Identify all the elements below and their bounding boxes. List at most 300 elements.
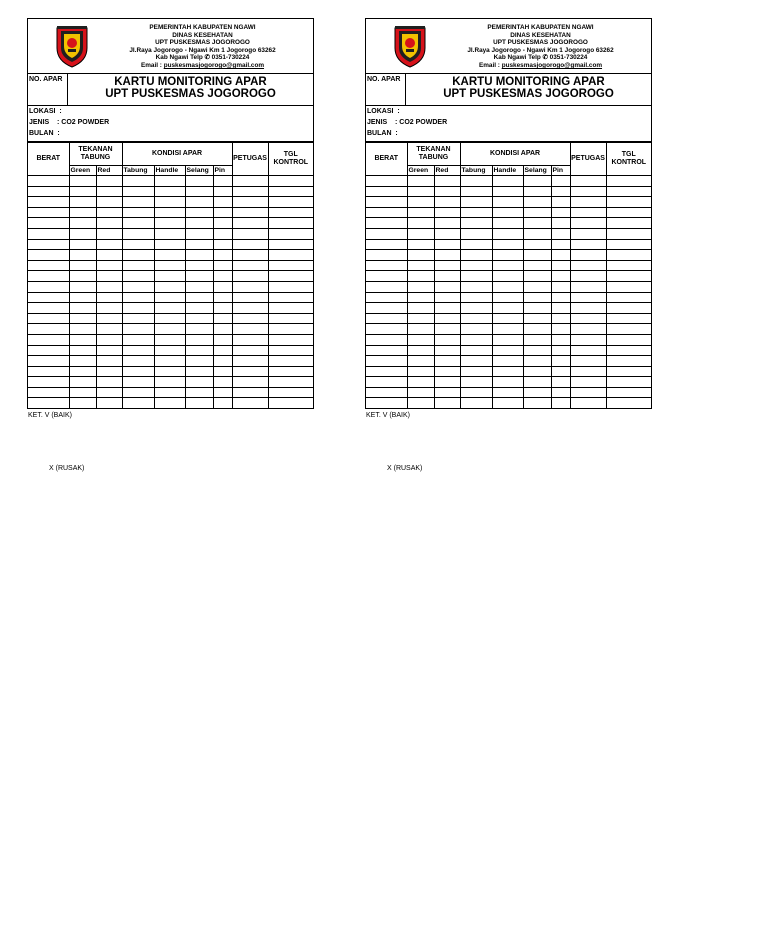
table-cell[interactable] xyxy=(28,271,69,282)
table-cell[interactable] xyxy=(523,387,551,398)
table-cell[interactable] xyxy=(232,292,268,303)
table-cell[interactable] xyxy=(434,239,460,250)
table-cell[interactable] xyxy=(492,303,523,314)
table-cell[interactable] xyxy=(154,186,185,197)
table-cell[interactable] xyxy=(366,197,407,208)
table-cell[interactable] xyxy=(551,398,570,408)
table-cell[interactable] xyxy=(213,250,232,261)
table-cell[interactable] xyxy=(122,186,154,197)
table-cell[interactable] xyxy=(551,387,570,398)
table-cell[interactable] xyxy=(154,281,185,292)
table-cell[interactable] xyxy=(606,176,651,187)
table-cell[interactable] xyxy=(213,186,232,197)
table-cell[interactable] xyxy=(434,197,460,208)
table-cell[interactable] xyxy=(523,271,551,282)
table-cell[interactable] xyxy=(523,366,551,377)
table-cell[interactable] xyxy=(154,218,185,229)
table-cell[interactable] xyxy=(492,324,523,335)
table-cell[interactable] xyxy=(606,281,651,292)
table-cell[interactable] xyxy=(606,271,651,282)
table-cell[interactable] xyxy=(460,176,492,187)
table-cell[interactable] xyxy=(460,271,492,282)
table-cell[interactable] xyxy=(460,250,492,261)
table-cell[interactable] xyxy=(268,398,313,408)
table-cell[interactable] xyxy=(523,250,551,261)
table-cell[interactable] xyxy=(492,356,523,367)
table-cell[interactable] xyxy=(268,377,313,388)
table-cell[interactable] xyxy=(96,186,122,197)
table-cell[interactable] xyxy=(366,207,407,218)
table-cell[interactable] xyxy=(69,313,96,324)
table-cell[interactable] xyxy=(606,387,651,398)
table-cell[interactable] xyxy=(523,239,551,250)
table-cell[interactable] xyxy=(185,228,213,239)
table-cell[interactable] xyxy=(551,313,570,324)
table-cell[interactable] xyxy=(523,186,551,197)
table-cell[interactable] xyxy=(570,281,606,292)
table-cell[interactable] xyxy=(407,398,434,408)
table-cell[interactable] xyxy=(28,228,69,239)
table-cell[interactable] xyxy=(366,218,407,229)
table-cell[interactable] xyxy=(185,398,213,408)
table-cell[interactable] xyxy=(407,281,434,292)
table-cell[interactable] xyxy=(460,281,492,292)
table-cell[interactable] xyxy=(606,186,651,197)
table-cell[interactable] xyxy=(523,207,551,218)
table-cell[interactable] xyxy=(122,398,154,408)
table-cell[interactable] xyxy=(69,345,96,356)
table-cell[interactable] xyxy=(606,250,651,261)
table-cell[interactable] xyxy=(492,260,523,271)
table-cell[interactable] xyxy=(69,176,96,187)
table-cell[interactable] xyxy=(492,271,523,282)
table-cell[interactable] xyxy=(28,377,69,388)
table-cell[interactable] xyxy=(28,303,69,314)
table-cell[interactable] xyxy=(434,228,460,239)
table-cell[interactable] xyxy=(460,345,492,356)
table-cell[interactable] xyxy=(268,260,313,271)
table-cell[interactable] xyxy=(460,292,492,303)
table-cell[interactable] xyxy=(268,250,313,261)
table-cell[interactable] xyxy=(460,387,492,398)
table-cell[interactable] xyxy=(434,366,460,377)
table-cell[interactable] xyxy=(154,260,185,271)
table-cell[interactable] xyxy=(460,197,492,208)
table-cell[interactable] xyxy=(523,324,551,335)
table-cell[interactable] xyxy=(523,334,551,345)
table-cell[interactable] xyxy=(366,250,407,261)
table-cell[interactable] xyxy=(185,303,213,314)
table-cell[interactable] xyxy=(96,313,122,324)
table-cell[interactable] xyxy=(606,197,651,208)
table-cell[interactable] xyxy=(232,271,268,282)
table-cell[interactable] xyxy=(122,239,154,250)
table-cell[interactable] xyxy=(213,260,232,271)
table-cell[interactable] xyxy=(69,387,96,398)
table-cell[interactable] xyxy=(492,186,523,197)
table-cell[interactable] xyxy=(232,356,268,367)
table-cell[interactable] xyxy=(268,186,313,197)
table-cell[interactable] xyxy=(69,356,96,367)
table-cell[interactable] xyxy=(407,250,434,261)
table-cell[interactable] xyxy=(96,218,122,229)
table-cell[interactable] xyxy=(154,207,185,218)
table-cell[interactable] xyxy=(232,366,268,377)
table-cell[interactable] xyxy=(96,176,122,187)
table-cell[interactable] xyxy=(523,218,551,229)
table-cell[interactable] xyxy=(570,228,606,239)
table-cell[interactable] xyxy=(606,313,651,324)
table-cell[interactable] xyxy=(185,197,213,208)
table-cell[interactable] xyxy=(185,260,213,271)
table-cell[interactable] xyxy=(407,228,434,239)
table-cell[interactable] xyxy=(28,345,69,356)
table-cell[interactable] xyxy=(460,356,492,367)
table-cell[interactable] xyxy=(570,345,606,356)
table-cell[interactable] xyxy=(268,197,313,208)
table-cell[interactable] xyxy=(434,271,460,282)
table-cell[interactable] xyxy=(122,207,154,218)
table-cell[interactable] xyxy=(185,356,213,367)
email-link[interactable]: puskesmasjogorogo@gmail.com xyxy=(501,61,603,69)
table-cell[interactable] xyxy=(460,239,492,250)
table-cell[interactable] xyxy=(492,207,523,218)
table-cell[interactable] xyxy=(232,260,268,271)
table-cell[interactable] xyxy=(232,239,268,250)
table-cell[interactable] xyxy=(570,292,606,303)
table-cell[interactable] xyxy=(154,292,185,303)
table-cell[interactable] xyxy=(606,239,651,250)
table-cell[interactable] xyxy=(154,250,185,261)
table-cell[interactable] xyxy=(268,228,313,239)
table-cell[interactable] xyxy=(232,250,268,261)
table-cell[interactable] xyxy=(122,345,154,356)
table-cell[interactable] xyxy=(154,176,185,187)
table-cell[interactable] xyxy=(232,377,268,388)
table-cell[interactable] xyxy=(366,176,407,187)
table-cell[interactable] xyxy=(213,334,232,345)
table-cell[interactable] xyxy=(232,218,268,229)
table-cell[interactable] xyxy=(606,207,651,218)
table-cell[interactable] xyxy=(28,239,69,250)
table-cell[interactable] xyxy=(69,324,96,335)
table-cell[interactable] xyxy=(460,313,492,324)
table-cell[interactable] xyxy=(28,334,69,345)
table-cell[interactable] xyxy=(213,303,232,314)
table-cell[interactable] xyxy=(551,324,570,335)
table-cell[interactable] xyxy=(366,260,407,271)
table-cell[interactable] xyxy=(366,186,407,197)
table-cell[interactable] xyxy=(69,303,96,314)
table-cell[interactable] xyxy=(96,260,122,271)
table-cell[interactable] xyxy=(185,313,213,324)
table-cell[interactable] xyxy=(96,207,122,218)
table-cell[interactable] xyxy=(606,345,651,356)
table-cell[interactable] xyxy=(366,228,407,239)
table-cell[interactable] xyxy=(492,345,523,356)
table-cell[interactable] xyxy=(606,334,651,345)
table-cell[interactable] xyxy=(366,387,407,398)
table-cell[interactable] xyxy=(28,398,69,408)
table-cell[interactable] xyxy=(185,345,213,356)
table-cell[interactable] xyxy=(122,366,154,377)
table-cell[interactable] xyxy=(606,292,651,303)
table-cell[interactable] xyxy=(185,387,213,398)
table-cell[interactable] xyxy=(523,398,551,408)
table-cell[interactable] xyxy=(232,324,268,335)
table-cell[interactable] xyxy=(407,271,434,282)
table-cell[interactable] xyxy=(268,345,313,356)
table-cell[interactable] xyxy=(268,324,313,335)
table-cell[interactable] xyxy=(69,292,96,303)
table-cell[interactable] xyxy=(154,228,185,239)
table-cell[interactable] xyxy=(366,239,407,250)
table-cell[interactable] xyxy=(122,303,154,314)
table-cell[interactable] xyxy=(213,281,232,292)
table-cell[interactable] xyxy=(434,356,460,367)
table-cell[interactable] xyxy=(28,387,69,398)
table-cell[interactable] xyxy=(185,250,213,261)
table-cell[interactable] xyxy=(154,345,185,356)
table-cell[interactable] xyxy=(551,366,570,377)
table-cell[interactable] xyxy=(69,207,96,218)
table-cell[interactable] xyxy=(407,356,434,367)
table-cell[interactable] xyxy=(460,228,492,239)
table-cell[interactable] xyxy=(407,334,434,345)
table-cell[interactable] xyxy=(232,197,268,208)
table-cell[interactable] xyxy=(185,239,213,250)
table-cell[interactable] xyxy=(366,324,407,335)
table-cell[interactable] xyxy=(492,239,523,250)
table-cell[interactable] xyxy=(185,366,213,377)
table-cell[interactable] xyxy=(154,334,185,345)
table-cell[interactable] xyxy=(460,398,492,408)
table-cell[interactable] xyxy=(570,303,606,314)
table-cell[interactable] xyxy=(232,207,268,218)
table-cell[interactable] xyxy=(551,356,570,367)
table-cell[interactable] xyxy=(268,271,313,282)
table-cell[interactable] xyxy=(154,387,185,398)
table-cell[interactable] xyxy=(551,207,570,218)
table-cell[interactable] xyxy=(523,377,551,388)
table-cell[interactable] xyxy=(185,324,213,335)
table-cell[interactable] xyxy=(69,281,96,292)
table-cell[interactable] xyxy=(154,377,185,388)
table-cell[interactable] xyxy=(96,398,122,408)
table-cell[interactable] xyxy=(606,366,651,377)
table-cell[interactable] xyxy=(96,271,122,282)
table-cell[interactable] xyxy=(434,334,460,345)
table-cell[interactable] xyxy=(407,186,434,197)
table-cell[interactable] xyxy=(460,207,492,218)
table-cell[interactable] xyxy=(492,313,523,324)
table-cell[interactable] xyxy=(434,260,460,271)
table-cell[interactable] xyxy=(570,260,606,271)
table-cell[interactable] xyxy=(154,366,185,377)
table-cell[interactable] xyxy=(69,398,96,408)
table-cell[interactable] xyxy=(268,334,313,345)
table-cell[interactable] xyxy=(122,356,154,367)
table-cell[interactable] xyxy=(69,218,96,229)
table-cell[interactable] xyxy=(122,197,154,208)
table-cell[interactable] xyxy=(551,281,570,292)
table-cell[interactable] xyxy=(460,260,492,271)
table-cell[interactable] xyxy=(606,228,651,239)
table-cell[interactable] xyxy=(185,281,213,292)
table-cell[interactable] xyxy=(460,324,492,335)
table-cell[interactable] xyxy=(213,345,232,356)
table-cell[interactable] xyxy=(232,387,268,398)
table-cell[interactable] xyxy=(213,228,232,239)
table-cell[interactable] xyxy=(28,197,69,208)
table-cell[interactable] xyxy=(551,334,570,345)
table-cell[interactable] xyxy=(570,356,606,367)
table-cell[interactable] xyxy=(96,281,122,292)
table-cell[interactable] xyxy=(268,176,313,187)
table-cell[interactable] xyxy=(434,313,460,324)
table-cell[interactable] xyxy=(122,292,154,303)
table-cell[interactable] xyxy=(460,186,492,197)
table-cell[interactable] xyxy=(268,313,313,324)
table-cell[interactable] xyxy=(492,334,523,345)
table-cell[interactable] xyxy=(570,366,606,377)
table-cell[interactable] xyxy=(122,260,154,271)
table-cell[interactable] xyxy=(213,313,232,324)
table-cell[interactable] xyxy=(523,292,551,303)
table-cell[interactable] xyxy=(213,324,232,335)
table-cell[interactable] xyxy=(434,176,460,187)
table-cell[interactable] xyxy=(523,313,551,324)
table-cell[interactable] xyxy=(122,228,154,239)
table-cell[interactable] xyxy=(69,260,96,271)
table-cell[interactable] xyxy=(268,207,313,218)
table-cell[interactable] xyxy=(492,387,523,398)
table-cell[interactable] xyxy=(570,313,606,324)
table-cell[interactable] xyxy=(28,207,69,218)
table-cell[interactable] xyxy=(366,281,407,292)
table-cell[interactable] xyxy=(407,313,434,324)
table-cell[interactable] xyxy=(492,398,523,408)
table-cell[interactable] xyxy=(268,292,313,303)
table-cell[interactable] xyxy=(213,377,232,388)
table-cell[interactable] xyxy=(460,334,492,345)
table-cell[interactable] xyxy=(96,228,122,239)
table-cell[interactable] xyxy=(407,377,434,388)
table-cell[interactable] xyxy=(492,218,523,229)
table-cell[interactable] xyxy=(570,377,606,388)
table-cell[interactable] xyxy=(69,186,96,197)
table-cell[interactable] xyxy=(28,281,69,292)
table-cell[interactable] xyxy=(28,356,69,367)
table-cell[interactable] xyxy=(606,324,651,335)
table-cell[interactable] xyxy=(213,398,232,408)
table-cell[interactable] xyxy=(366,377,407,388)
table-cell[interactable] xyxy=(268,303,313,314)
table-cell[interactable] xyxy=(551,260,570,271)
table-cell[interactable] xyxy=(366,334,407,345)
table-cell[interactable] xyxy=(232,313,268,324)
table-cell[interactable] xyxy=(434,218,460,229)
table-cell[interactable] xyxy=(407,324,434,335)
table-cell[interactable] xyxy=(96,345,122,356)
table-cell[interactable] xyxy=(154,398,185,408)
table-cell[interactable] xyxy=(154,303,185,314)
table-cell[interactable] xyxy=(492,281,523,292)
table-cell[interactable] xyxy=(570,398,606,408)
table-cell[interactable] xyxy=(122,281,154,292)
table-cell[interactable] xyxy=(407,387,434,398)
table-cell[interactable] xyxy=(366,271,407,282)
table-cell[interactable] xyxy=(366,398,407,408)
table-cell[interactable] xyxy=(523,228,551,239)
table-cell[interactable] xyxy=(434,292,460,303)
table-cell[interactable] xyxy=(268,281,313,292)
table-cell[interactable] xyxy=(232,398,268,408)
table-cell[interactable] xyxy=(268,366,313,377)
table-cell[interactable] xyxy=(570,324,606,335)
table-cell[interactable] xyxy=(523,356,551,367)
table-cell[interactable] xyxy=(551,250,570,261)
table-cell[interactable] xyxy=(551,345,570,356)
table-cell[interactable] xyxy=(154,271,185,282)
table-cell[interactable] xyxy=(154,239,185,250)
table-cell[interactable] xyxy=(213,176,232,187)
table-cell[interactable] xyxy=(213,207,232,218)
table-cell[interactable] xyxy=(213,366,232,377)
table-cell[interactable] xyxy=(28,186,69,197)
table-cell[interactable] xyxy=(69,271,96,282)
table-cell[interactable] xyxy=(551,186,570,197)
table-cell[interactable] xyxy=(69,228,96,239)
table-cell[interactable] xyxy=(185,186,213,197)
table-cell[interactable] xyxy=(434,345,460,356)
table-cell[interactable] xyxy=(96,366,122,377)
table-cell[interactable] xyxy=(232,303,268,314)
table-cell[interactable] xyxy=(570,334,606,345)
table-cell[interactable] xyxy=(69,250,96,261)
table-cell[interactable] xyxy=(570,271,606,282)
table-cell[interactable] xyxy=(122,334,154,345)
table-cell[interactable] xyxy=(122,377,154,388)
table-cell[interactable] xyxy=(434,186,460,197)
table-cell[interactable] xyxy=(69,239,96,250)
table-cell[interactable] xyxy=(96,356,122,367)
table-cell[interactable] xyxy=(232,334,268,345)
table-cell[interactable] xyxy=(96,387,122,398)
table-cell[interactable] xyxy=(268,356,313,367)
table-cell[interactable] xyxy=(28,218,69,229)
table-cell[interactable] xyxy=(523,281,551,292)
table-cell[interactable] xyxy=(213,292,232,303)
table-cell[interactable] xyxy=(28,366,69,377)
table-cell[interactable] xyxy=(570,207,606,218)
table-cell[interactable] xyxy=(122,313,154,324)
table-cell[interactable] xyxy=(122,176,154,187)
table-cell[interactable] xyxy=(523,345,551,356)
table-cell[interactable] xyxy=(407,345,434,356)
table-cell[interactable] xyxy=(232,345,268,356)
table-cell[interactable] xyxy=(551,197,570,208)
table-cell[interactable] xyxy=(434,387,460,398)
table-cell[interactable] xyxy=(407,207,434,218)
table-cell[interactable] xyxy=(551,228,570,239)
table-cell[interactable] xyxy=(232,228,268,239)
table-cell[interactable] xyxy=(606,356,651,367)
table-cell[interactable] xyxy=(366,292,407,303)
table-cell[interactable] xyxy=(154,197,185,208)
table-cell[interactable] xyxy=(407,197,434,208)
table-cell[interactable] xyxy=(434,398,460,408)
